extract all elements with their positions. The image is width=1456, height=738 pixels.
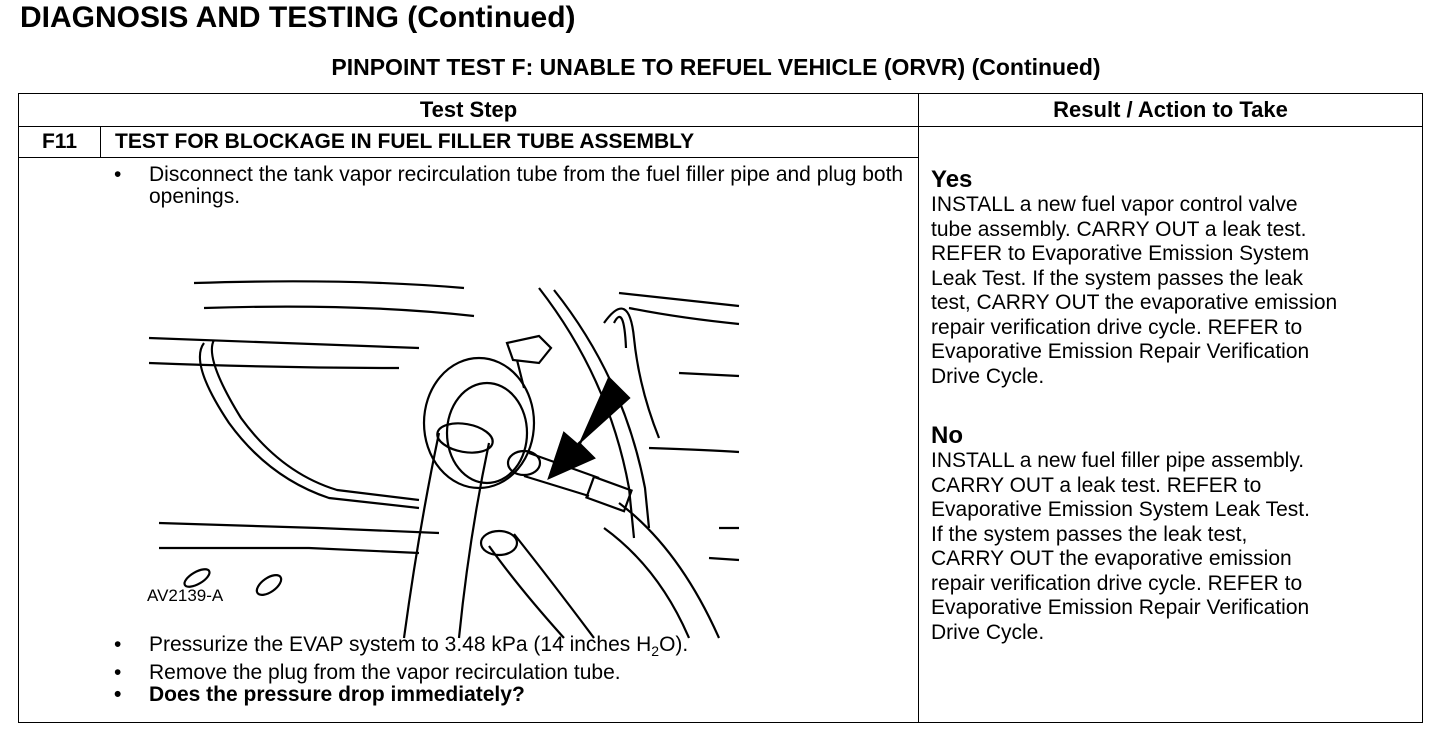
- bullet-list-top: [19, 164, 918, 208]
- step-id: F11: [19, 127, 101, 158]
- bullet-disconnect: [19, 164, 918, 208]
- no-heading: No: [931, 422, 964, 449]
- yes-heading: Yes: [931, 166, 973, 193]
- bullet-question: [19, 684, 918, 706]
- step-body: [19, 158, 919, 723]
- bullet-pressurize-text: Pressurize the EVAP system to 3.48 kPa (14 inches H: [149, 633, 652, 656]
- bullet-pressurize-subscript: 2: [651, 643, 660, 660]
- pinpoint-test-title-text: PINPOINT TEST F: UNABLE TO REFUEL VEHICLE (ORVR) (Continued): [331, 54, 1101, 80]
- bullet-pressurize-text-end: O).: [659, 633, 689, 656]
- test-step-header: Test Step: [19, 94, 919, 127]
- pinpoint-test-title: [0, 52, 1456, 82]
- bullet-remove-plug: [19, 662, 918, 684]
- bullet-pressurize: [19, 634, 918, 662]
- figure-label: AV2139-A: [147, 586, 224, 605]
- bullet-list-bottom: [19, 634, 918, 706]
- no-action-text: INSTALL a new fuel filler pipe assembly. CARRY OUT a leak test. REFER to Evaporative Emission System Leak Test. If the system passes the leak test, CARRY OUT the evaporative emission repair verification drive cycle. REFER to Evaporative Emission Repair Verification Drive Cycle.: [931, 449, 1310, 644]
- result-cell: [919, 127, 1423, 723]
- result-action-header: Result / Action to Take: [919, 94, 1423, 127]
- step-title: TEST FOR BLOCKAGE IN FUEL FILLER TUBE ASSEMBLY: [101, 127, 919, 158]
- pinpoint-test-table: [18, 93, 1423, 723]
- page-title: DIAGNOSIS AND TESTING (Continued): [20, 1, 576, 34]
- bullet-disconnect-text: Disconnect the tank vapor recirculation tube from the fuel filler pipe and plug both openings.: [149, 163, 904, 208]
- bullet-remove-plug-text: Remove the plug from the vapor recirculation tube.: [149, 661, 621, 685]
- illustration: [19, 228, 918, 658]
- yes-action-text: INSTALL a new fuel vapor control valve tube assembly. CARRY OUT a leak test. REFER to Evaporative Emission System Leak Test. If the system passes the leak test, CARRY OUT the evaporative emission repair verification drive cycle. REFER to Evaporative Emission Repair Verification Drive Cycle.: [931, 193, 1338, 388]
- bullet-question-text: Does the pressure drop immediately?: [149, 683, 525, 707]
